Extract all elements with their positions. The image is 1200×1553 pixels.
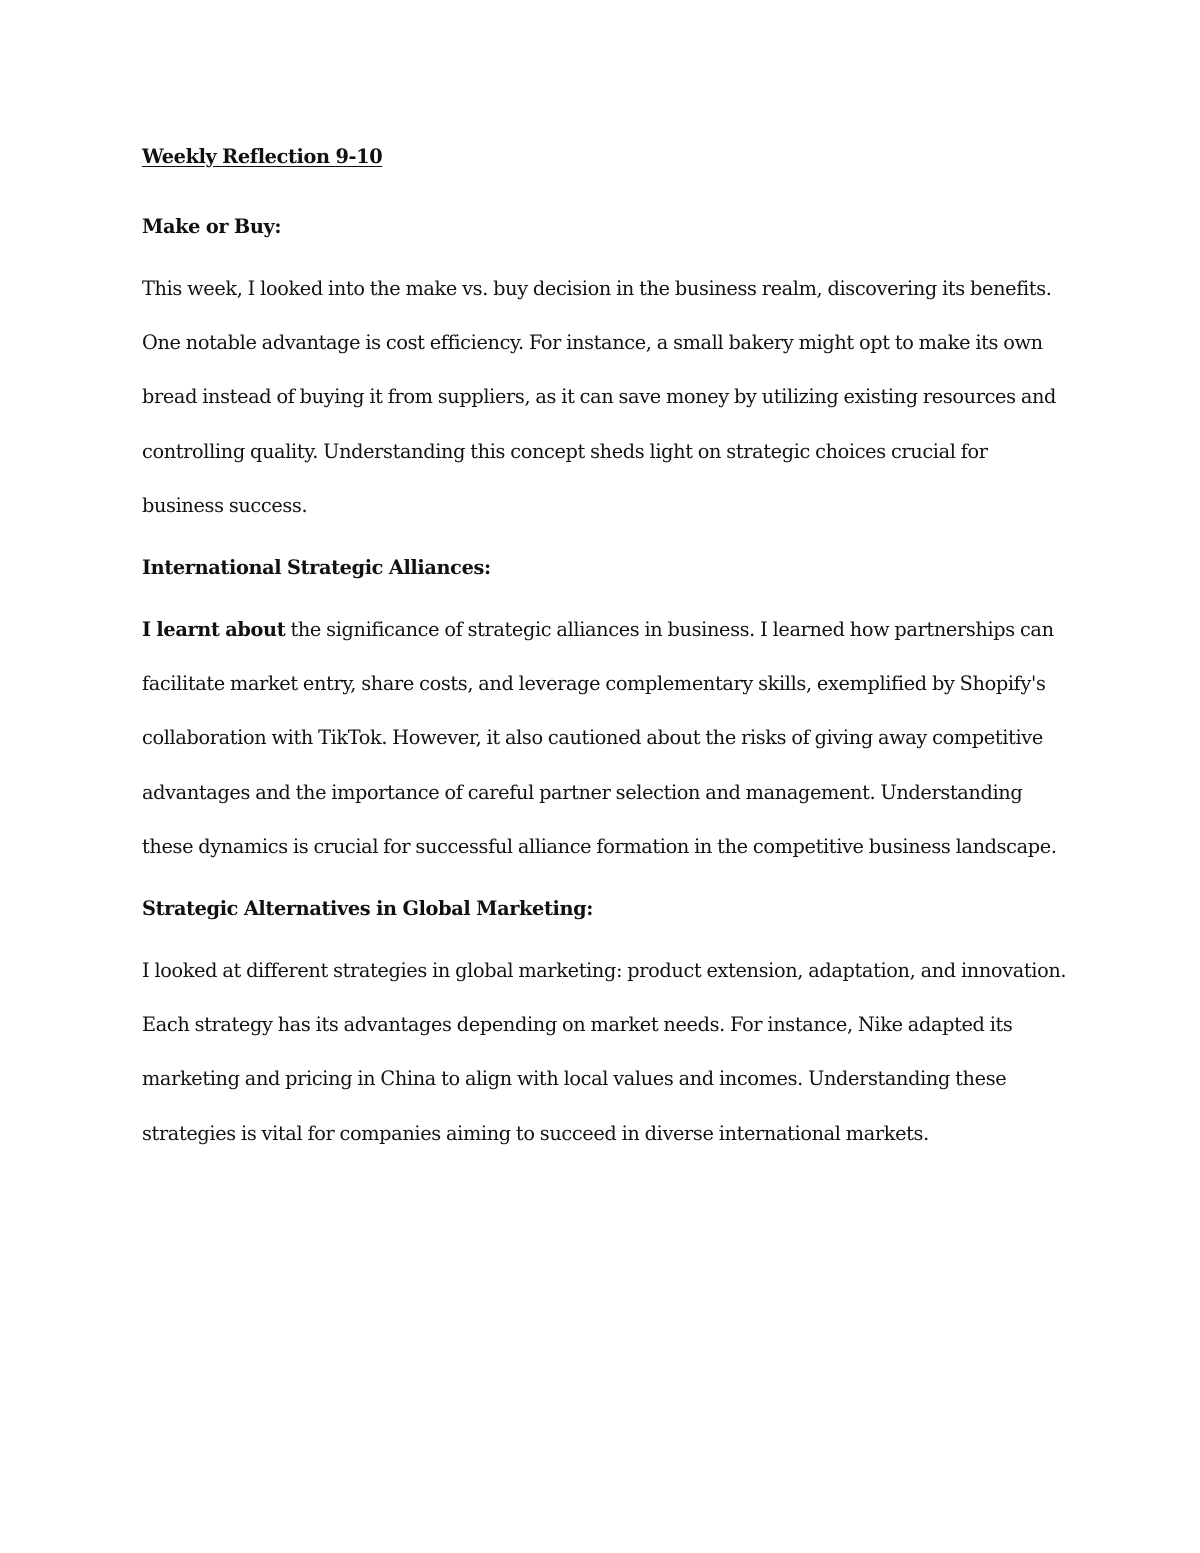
section-body-text: the significance of strategic alliances in business. I learned how partnerships can facilitate market entry, share costs, and leverage complementary skills, exemplified by Shopify's collaboration with TikTok. However, it also cautioned about the risks of giving away competitive advantages and the importance of careful partner selection and management. Understanding these dynamics is crucial for successful alliance formation in the competitive business landscape. bbox=[142, 618, 1057, 858]
section-body-strategic-alliances bbox=[142, 603, 1072, 874]
section-body-make-or-buy bbox=[142, 262, 1072, 533]
section-body-text: I looked at different strategies in global marketing: product extension, adaptation, and innovation. Each strategy has its advantages depending on market needs. For instance, Nike adapted its marketing and pricing in China to align with local values and incomes. Understanding these strategies is vital for companies aiming to succeed in diverse international markets. bbox=[142, 959, 1067, 1145]
document-content bbox=[142, 138, 1072, 1161]
section-heading-global-marketing: Strategic Alternatives in Global Marketing: bbox=[142, 897, 594, 921]
section-heading-strategic-alliances: International Strategic Alliances: bbox=[142, 556, 491, 580]
document-title: Weekly Reflection 9-10 bbox=[142, 145, 383, 168]
section-body-text: This week, I looked into the make vs. buy decision in the business realm, discovering its benefits. One notable advantage is cost efficiency. For instance, a small bakery might opt to make its own bread instead of buying it from suppliers, as it can save money by utilizing existing resources and controlling quality. Understanding this concept sheds light on strategic choices crucial for business success. bbox=[142, 277, 1057, 517]
section-heading-make-or-buy: Make or Buy: bbox=[142, 215, 282, 238]
section-lead-bold: I learnt about bbox=[142, 618, 286, 642]
section-body-global-marketing bbox=[142, 944, 1072, 1161]
